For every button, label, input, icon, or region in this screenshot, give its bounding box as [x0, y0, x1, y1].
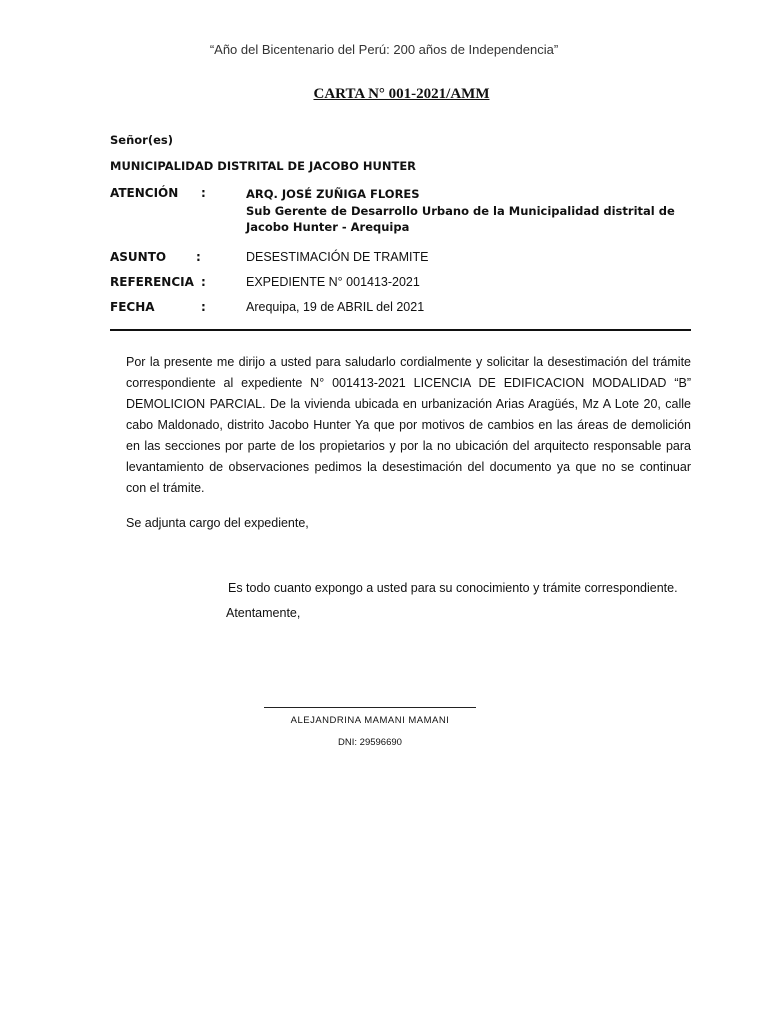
- letter-title: CARTA N° 001-2021/AMM: [313, 86, 490, 102]
- attention-name: ARQ. JOSÉ ZUÑIGA FLORES: [246, 187, 420, 201]
- body-paragraph: Por la presente me dirijo a usted para saludarlo cordialmente y solicitar la desestimación del trámite correspondiente al expediente N° 001413-2021 LICENCIA DE EDIFICACION MODALIDAD “B” DEMOLICION PARCIAL. De la vivienda ubicada en urbanización Arias Aragüés, Mz A Lote 20, calle cabo Maldonado, distrito Jacobo Hunter Ya que por motivos de cambios en las áreas de demolición en las secciones por parte de los propietarios y por la no ubicación del arquitecto responsable para levantamiento de observaciones pedimos la desestimación del documento ya que no se continuar con el trámite.: [126, 355, 691, 495]
- date-colon: :: [201, 300, 206, 314]
- subject-label: ASUNTO: [110, 250, 167, 264]
- date-label: FECHA: [110, 300, 155, 314]
- attention-role: Sub Gerente de Desarrollo Urbano de la Municipalidad distrital de Jacobo Hunter - Arequipa: [246, 203, 675, 234]
- year-motto: “Año del Bicentenario del Perú: 200 años de Independencia”: [209, 42, 559, 57]
- salutation: Señor(es): [110, 133, 173, 147]
- subject-colon: :: [196, 250, 201, 264]
- reference-label: REFERENCIA: [110, 275, 194, 289]
- attention-value: [246, 186, 691, 236]
- signer-dni: DNI: 29596690: [338, 737, 402, 748]
- subject-value: DESESTIMACIÓN DE TRAMITE: [246, 250, 429, 264]
- reference-value: EXPEDIENTE N° 001413-2021: [246, 275, 420, 289]
- regards: Atentamente,: [226, 606, 301, 620]
- attention-colon: :: [201, 186, 206, 200]
- signature-line: [264, 707, 476, 708]
- date-value: Arequipa, 19 de ABRIL del 2021: [246, 300, 425, 314]
- attachment-note: Se adjunta cargo del expediente,: [126, 516, 309, 530]
- attention-label: ATENCIÓN: [110, 186, 179, 200]
- reference-colon: :: [201, 275, 206, 289]
- closing-sentence: Es todo cuanto expongo a usted para su conocimiento y trámite correspondiente.: [228, 581, 678, 595]
- signer-name: ALEJANDRINA MAMANI MAMANI: [290, 715, 450, 726]
- recipient-entity: MUNICIPALIDAD DISTRITAL DE JACOBO HUNTER: [110, 159, 417, 173]
- header-divider: [110, 329, 691, 331]
